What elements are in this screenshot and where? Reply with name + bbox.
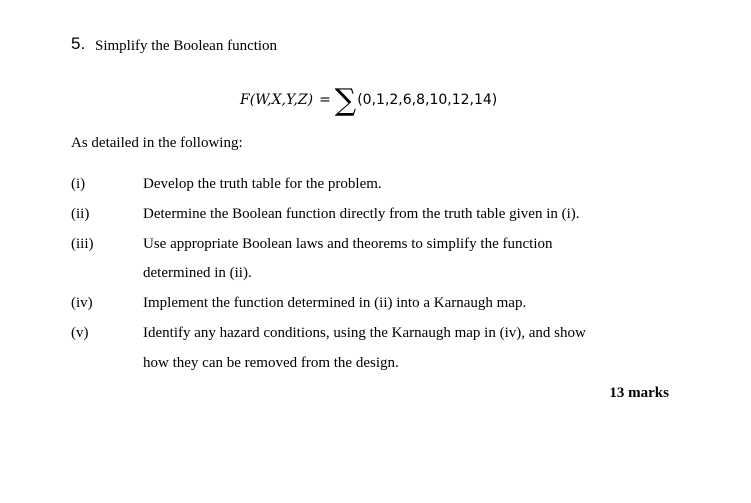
item-text-v-line1: Identify any hazard conditions, using the Karnaugh map in (iv), and show	[143, 325, 586, 341]
intro-text: As detailed in the following:	[71, 135, 243, 151]
item-number-iii: (iii)	[71, 236, 94, 252]
item-number-i: (i)	[71, 176, 86, 192]
item-text-ii: Determine the Boolean function directly from the truth table given in (i).	[143, 206, 580, 222]
item-number-ii: (ii)	[71, 206, 90, 222]
item-number-iv: (iv)	[71, 295, 93, 311]
item-text-v-line2: how they can be removed from the design.	[143, 355, 399, 371]
item-text-iv: Implement the function determined in (ii) into a Karnaugh map.	[143, 295, 527, 311]
formula-lhs: F(W,X,Y,Z)	[240, 92, 314, 108]
item-text-iii-line2: determined in (ii).	[143, 265, 252, 281]
formula-equals: =	[319, 92, 331, 108]
marks-label: 13 marks	[609, 385, 669, 401]
boolean-formula	[240, 82, 497, 118]
item-text-i: Develop the truth table for the problem.	[143, 176, 382, 192]
item-text-iii-line1: Use appropriate Boolean laws and theorems to simplify the function	[143, 236, 553, 252]
question-title: Simplify the Boolean function	[95, 38, 278, 54]
question-number: 5.	[71, 34, 86, 53]
formula-terms: (0,1,2,6,8,10,12,14)	[357, 92, 498, 108]
sigma-symbol: ∑	[334, 83, 357, 118]
item-number-v: (v)	[71, 325, 89, 341]
